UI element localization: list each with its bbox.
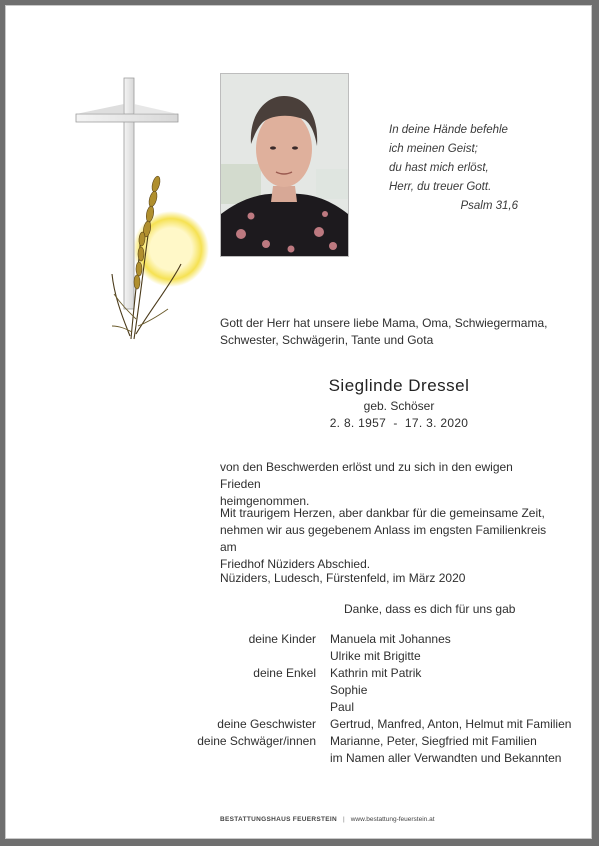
mourner-relation <box>176 750 330 767</box>
mourner-row <box>176 682 586 699</box>
mourner-row <box>176 631 586 648</box>
mourner-relation: deine Schwäger/innen <box>197 734 316 748</box>
obituary-page <box>5 5 592 839</box>
mourner-names: im Namen aller Verwandten und Bekannten <box>330 751 562 765</box>
footer-company: BESTATTUNGSHAUS FEUERSTEIN <box>220 816 337 823</box>
quote-line: In deine Hände befehle <box>389 124 508 136</box>
cross-with-wheat-and-sun-icon <box>46 64 216 349</box>
life-dates: 2. 8. 1957 - 17. 3. 2020 <box>329 416 469 430</box>
deceased-name: Sieglinde Dressel <box>328 376 470 395</box>
mourner-names: Paul <box>330 700 355 714</box>
mourner-row <box>176 733 586 750</box>
paragraph-farewell <box>220 505 550 573</box>
mourner-relation: deine Geschwister <box>217 717 316 731</box>
portrait-photo <box>220 73 349 257</box>
quote-line: Herr, du treuer Gott. <box>389 181 492 193</box>
mourner-row <box>176 750 586 767</box>
mourner-relation: deine Enkel <box>253 666 316 680</box>
place-and-date: Nüziders, Ludesch, Fürstenfeld, im März 2020 <box>220 571 466 585</box>
mourner-names: Sophie <box>330 683 368 697</box>
intro-line: Gott der Herr hat unsere liebe Mama, Oma, Schwiegermama, <box>220 316 548 330</box>
paragraph-line: nehmen wir aus gegebenem Anlass im engsten Familienkreis am <box>220 523 547 554</box>
mourner-relation <box>176 699 330 716</box>
mourner-names: Marianne, Peter, Siegfried mit Familien <box>330 734 537 748</box>
paragraph-peace <box>220 459 550 510</box>
mourner-row <box>176 648 586 665</box>
paragraph-line: Friedhof Nüziders Abschied. <box>220 557 371 571</box>
paragraph-line: Mit traurigem Herzen, aber dankbar für die gemeinsame Zeit, <box>220 506 545 520</box>
quote-line: ich meinen Geist; <box>389 143 478 155</box>
paragraph-line: von den Beschwerden erlöst und zu sich in den ewigen Frieden <box>220 460 513 491</box>
mourners-list <box>176 631 586 767</box>
paragraph-line: heimgenommen. <box>220 494 310 508</box>
mourner-relation: deine Kinder <box>248 632 316 646</box>
quote-line: du hast mich erlöst, <box>389 162 489 174</box>
intro-text <box>220 315 550 349</box>
mourner-row <box>176 665 586 682</box>
footer-website-link[interactable]: www.bestattung-feuerstein.at <box>350 816 435 823</box>
mourner-relation <box>176 648 330 665</box>
maiden-name: geb. Schöser <box>363 399 435 413</box>
mourner-relation <box>176 682 330 699</box>
bible-quote <box>389 121 559 216</box>
mourner-names: Ulrike mit Brigitte <box>330 649 421 663</box>
thanks-line: Danke, dass es dich für uns gab <box>344 602 516 616</box>
mourner-names: Gertrud, Manfred, Anton, Helmut mit Familien <box>330 717 572 731</box>
intro-line: Schwester, Schwägerin, Tante und Gota <box>220 333 434 347</box>
mourner-names: Kathrin mit Patrik <box>330 666 422 680</box>
footer <box>220 816 435 823</box>
quote-reference: Psalm 31,6 <box>460 200 518 212</box>
mourner-row <box>176 716 586 733</box>
footer-separator: | <box>342 816 345 823</box>
mourner-names: Manuela mit Johannes <box>330 632 451 646</box>
mourner-row <box>176 699 586 716</box>
